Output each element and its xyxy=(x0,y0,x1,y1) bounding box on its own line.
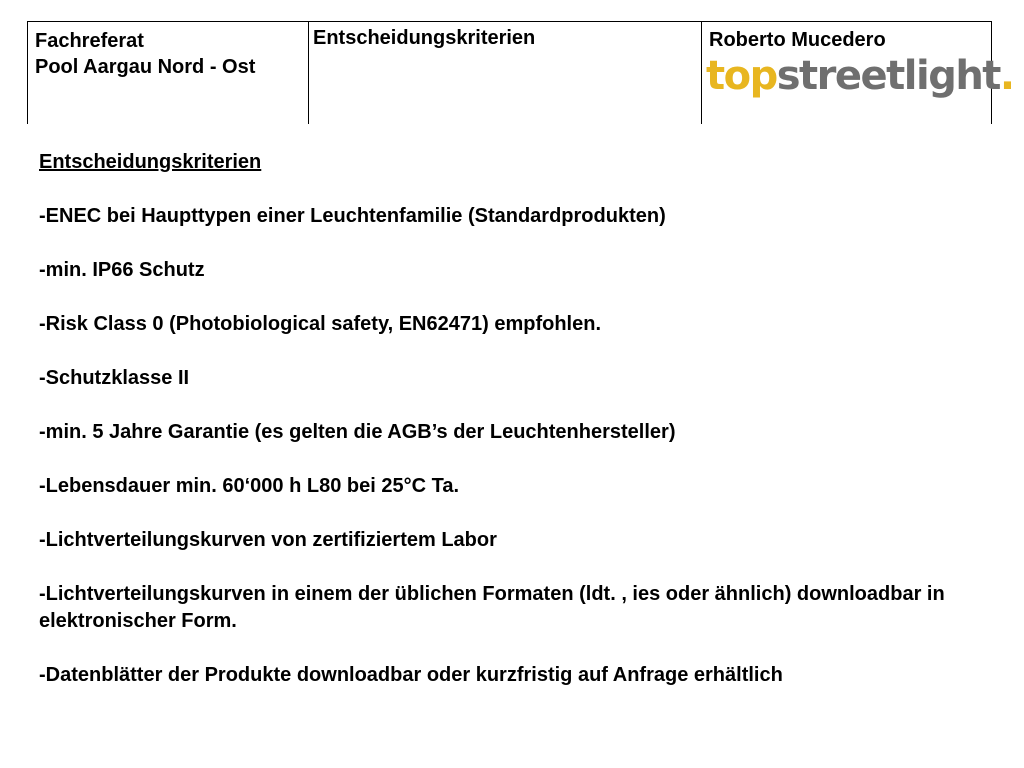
department-line-1: Fachreferat xyxy=(35,30,144,52)
header-cell-department xyxy=(27,22,309,124)
criteria-item: -Datenblätter der Produkte downloadbar oder kurzfristig auf Anfrage erhältlich xyxy=(39,664,783,686)
logo-part-rest: streetlight xyxy=(776,53,1000,99)
criteria-item: -Lichtverteilungskurven von zertifiziertem Labor xyxy=(39,529,497,551)
header-cell-title xyxy=(308,22,702,124)
criteria-content xyxy=(39,149,999,716)
topstreetlight-logo xyxy=(706,52,1014,100)
criteria-item: -Lebensdauer min. 60‘000 h L80 bei 25°C Ta. xyxy=(39,475,459,497)
criteria-item: -Schutzklasse II xyxy=(39,367,190,389)
header-table xyxy=(27,21,1014,123)
header-cell-author xyxy=(701,22,1014,124)
logo-part-dot: . xyxy=(999,53,1014,99)
department-label xyxy=(35,28,255,80)
criteria-item: -min. 5 Jahre Garantie (es gelten die AGB’s der Leuchtenhersteller) xyxy=(39,421,676,443)
criteria-item: -ENEC bei Haupttypen einer Leuchtenfamilie (Standardprodukten) xyxy=(39,205,666,227)
criteria-heading: Entscheidungskriterien xyxy=(39,151,262,173)
criteria-item: -Lichtverteilungskurven in einem der üblichen Formaten (ldt. , ies oder ähnlich) downloadbar in elektronischer Form. xyxy=(39,583,945,632)
author-name: Roberto Mucedero xyxy=(709,29,886,51)
header-title: Entscheidungskriterien xyxy=(313,27,536,49)
criteria-item: -min. IP66 Schutz xyxy=(39,259,205,281)
logo-part-top: top xyxy=(706,53,777,99)
department-line-2: Pool Aargau Nord - Ost xyxy=(35,56,256,78)
criteria-item: -Risk Class 0 (Photobiological safety, EN62471) empfohlen. xyxy=(39,313,602,335)
